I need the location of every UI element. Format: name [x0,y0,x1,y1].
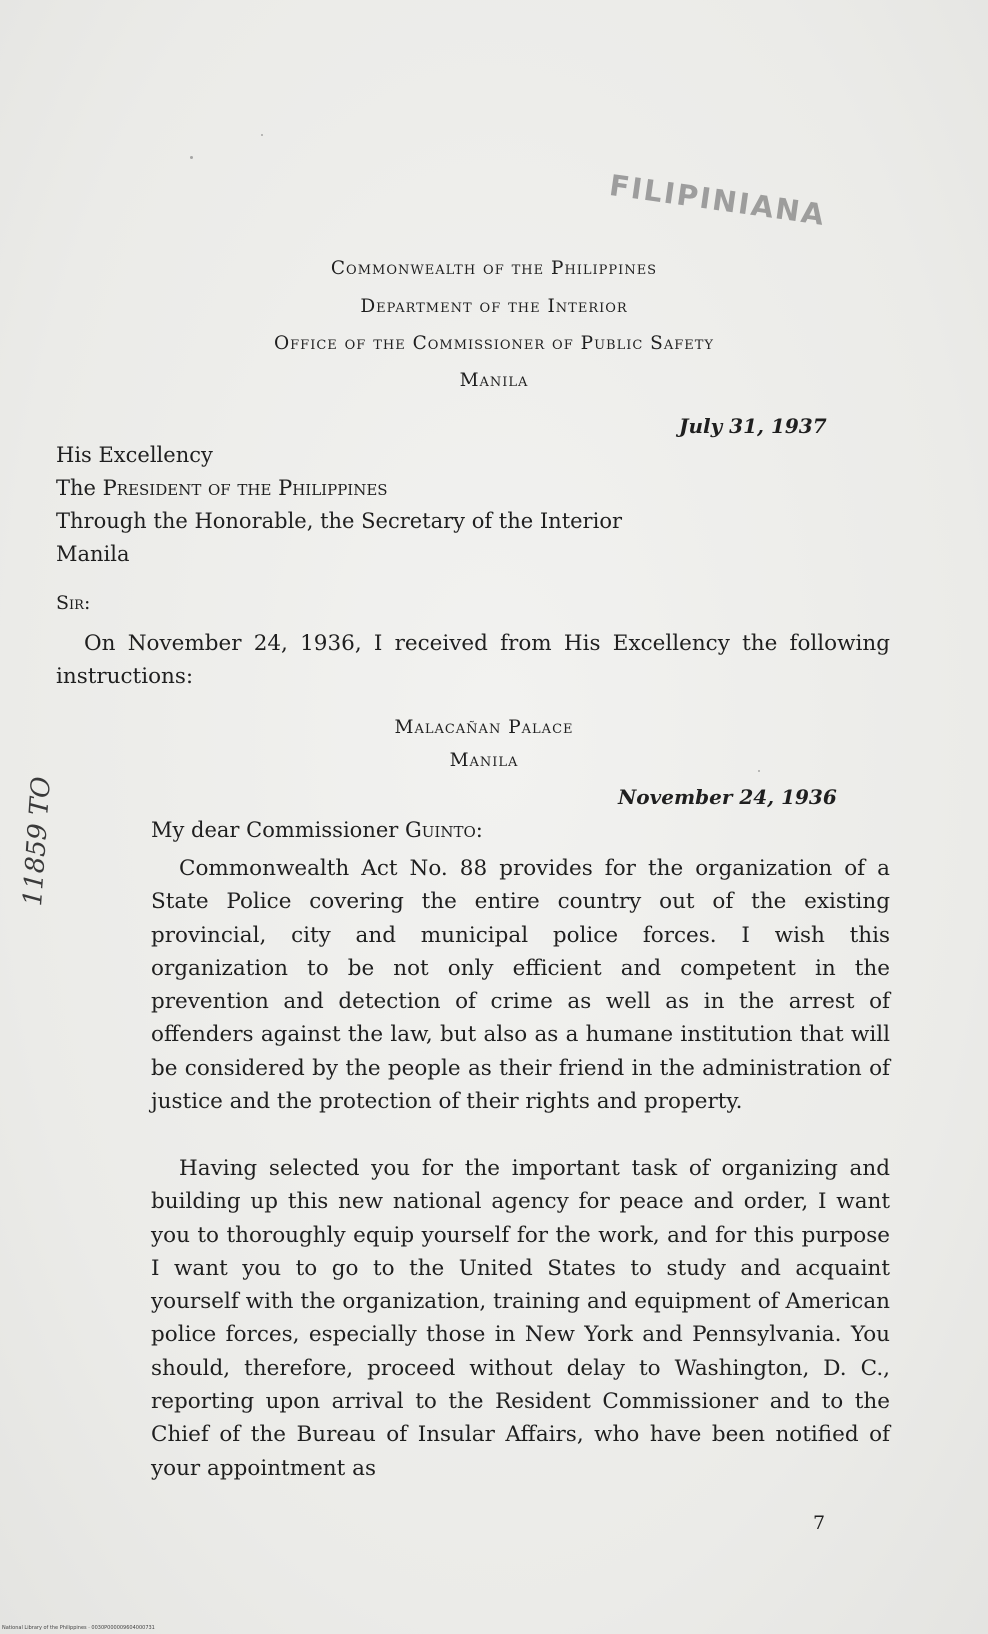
inner-paragraph-2: Having selected you for the important task of organizing and building up this new national agency for peace and order, I want you to thoroughly equip yourself for the work, and for this purpose I want you to go to the United States to study and acquaint yourself with the organization, training and equipment of American police forces, especially those in New York and Pennsylvania. You should, therefore, proceed without delay to Washington, D. C., reporting upon arrival to the Resident Commissioner and to the Chief of the Bureau of Insular Affairs, who have been notified of your appointment as [151,1156,890,1481]
inner-heading-1: Malacañan Palace [394,717,574,738]
inner-letter-date: November 24, 1936 [618,785,837,809]
intro-paragraph: On November 24, 1936, I received from His Excellency the following instructions: [56,631,890,690]
page-number: 7 [813,1512,826,1534]
letterhead-line-3: Office of the Commissioner of Public Safety [273,333,714,354]
salutation: Sir: [56,592,91,614]
paper-speck [758,770,760,772]
addressee-line-4: Manila [56,542,130,566]
letterhead-line-2: Department of the Interior [360,296,628,317]
letterhead-line-1: Commonwealth of the Philippines [330,258,658,279]
letterhead-line-4: Manila [459,370,529,391]
paper-speck [261,134,263,136]
addressee-line-1: His Excellency [56,443,213,467]
paper-speck [190,156,193,159]
scan-footer: National Library of the Philippines · 0030P000009604000731 [2,1625,155,1631]
inner-heading-2: Manila [449,750,519,771]
addressee-line-2: The President of the Philippines [56,476,388,500]
inner-paragraph-1: Commonwealth Act No. 88 provides for the organization of a State Police covering the entire country out of the existing provincial, city and municipal police forces. I wish this organization to be not only efficient and competent in the prevention and detection of crime as well as in the arrest of offenders against the law, but also as a humane institution that will be considered by the people as their friend in the administration of justice and the protection of their rights and property. [151,856,890,1115]
addressee-line-3: Through the Honorable, the Secretary of the Interior [56,509,622,533]
letter-date: July 31, 1937 [679,414,827,438]
filipiniana-stamp: FILIPINIANA [607,168,829,233]
inner-salutation: My dear Commissioner Guinto: [151,818,483,842]
handwritten-margin-note: 11859 TO [18,775,57,908]
